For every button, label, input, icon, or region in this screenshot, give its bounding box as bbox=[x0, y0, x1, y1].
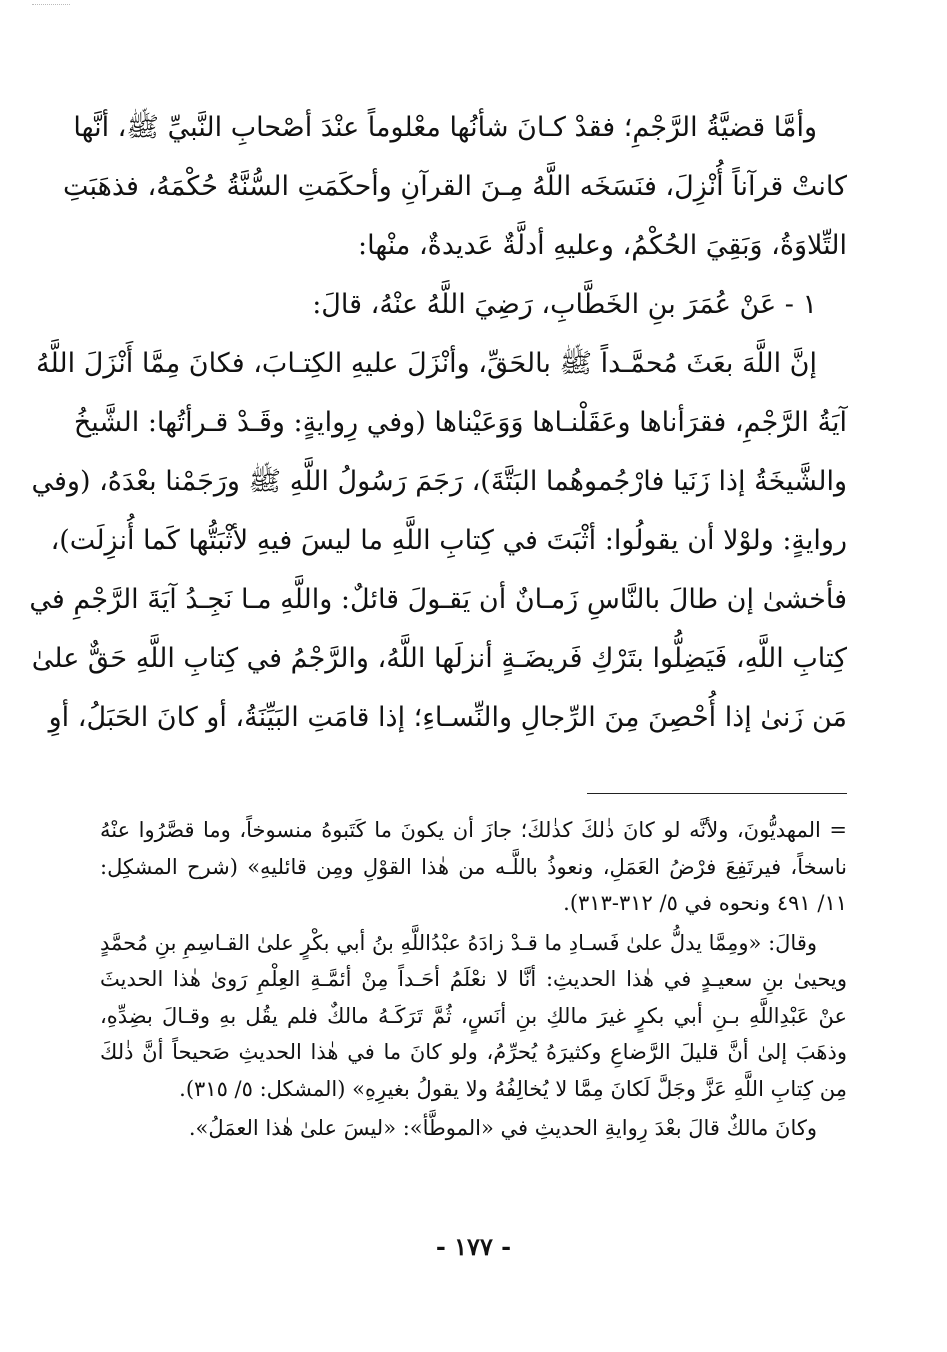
footnote-separator bbox=[587, 793, 847, 794]
text-line: إنَّ اللَّهَ بعَثَ مُحمَّـداً ﷺ بالحَقِّ، وأنْزَلَ عليهِ الكِتـابَ، فكانَ مِمَّا أَنْزَلَ اللَّهُ bbox=[36, 348, 817, 379]
footnote-block bbox=[100, 1110, 847, 1147]
text-line: التِّلاوَةُ، وَبَقِيَ الحُكْمُ، وعليهِ أدلَّةٌ عَديدةٌ، منْها: bbox=[358, 230, 847, 261]
text-line: مَن زَنىٰ إذا أُحْصِنَ مِنَ الرِّجالِ والنِّسـاءِ؛ إذا قامَتِ البَيِّنَةُ، أو كانَ الحَبَلُ، أوِ bbox=[48, 702, 847, 733]
paragraph-rajm-intro bbox=[62, 98, 847, 275]
footnote-line: ناسخاً، فيرتَفِعَ فرْضُ العَمَلِ، ونعوذُ باللَّـه من هٰذا القوْلِ ومِن قائليهِ» (شرح المشكِل: bbox=[100, 854, 847, 879]
hadith-heading bbox=[100, 275, 847, 334]
footnote-block bbox=[100, 925, 847, 1108]
hadith-heading-text: ١ - عَنْ عُمَرَ بنِ الخَطَّابِ، رَضِيَ اللَّهُ عنْهُ، قالَ: bbox=[312, 289, 817, 320]
text-line: كانتْ قرآناً أُنْزِلَ، فنَسَخَه اللَّهُ مِـنَ القرآنِ وأحكَمَتِ السُّنَّةُ حُكْمَهُ، فذهَبَتِ bbox=[62, 171, 847, 202]
footnote-block bbox=[100, 812, 847, 922]
text-line: فأخشىٰ إن طالَ بالنَّاسِ زَمـانٌ أن يَقـولَ قائلٌ: واللَّهِ مـا نَجِـدُ آيَةَ الرَّجْمِ في bbox=[29, 584, 847, 615]
footnote-line: = المهديُّونَ، ولأنَّه لو كانَ ذٰلكَ كذٰلكَ؛ جازَ أن يكونَ ما كَتَبوهُ منسوخاً، وما قصَّرُوا عنْهُ bbox=[100, 818, 847, 842]
footnote-line: ويحيىٰ بنِ سعيـدٍ في هٰذا الحديثِ: أنَّا لا نعْلَمُ أحَـداً مِنْ أئمَّـةِ العِلْمِ رَوىٰ هٰذا الحديثَ bbox=[100, 967, 848, 991]
text-line: آيَةُ الرَّجْمِ، فقرَأناها وعَقَلْنـاها وَوَعَيْناها (وفي رِوايةٍ: وقَـدْ قـرأتُها: الشَّيخُ bbox=[73, 407, 847, 438]
footnote-line: مِن كِتابِ اللَّهِ عَزَّ وجَلَّ لَكانَ مِمَّا لا يُخالِفُهُ ولا يقولُ بغيرِهِ» (المشكل: ٥/ ٣١٥). bbox=[179, 1076, 847, 1101]
footnote-line: وكانَ مالكٌ قالَ بعْدَ رِوايةِ الحديثِ في «الموطَّأ»: «ليسَ علىٰ هٰذا العمَلُ». bbox=[188, 1116, 817, 1140]
text-line: وأمَّا قضيَّةُ الرَّجْمِ؛ فقدْ كـانَ شأنُها معْلوماً عنْدَ أصْحابِ النَّبيِّ ﷺ، أنَّها bbox=[73, 112, 817, 143]
text-line: روايةٍ: ولوْلا أن يقولُوا: أثْبَتَ في كِتابِ اللَّهِ ما ليسَ فيهِ لأثْبَتُّها كَما أُنزِلَت)، bbox=[50, 525, 847, 556]
footnotes bbox=[100, 812, 847, 1147]
page-number: - ١٧٧ - bbox=[435, 1232, 512, 1261]
main-text bbox=[29, 98, 847, 747]
footnote-line: عنْ عَبْدِاللَّهِ بـنِ أبي بكرٍ غيرَ مالكِ بنِ أنَسٍ، ثُمَّ تَرَكَـهُ مالكٌ فلم يقُل بهِ وقـالَ بضِدِّهِ، bbox=[100, 1003, 847, 1028]
text-line: كِتابِ اللَّهِ، فَيَضِلُّوا بتَرْكِ فَريضَـةٍ أنزلَها اللَّهُ، والرَّجْمُ في كِتابِ اللَّهِ حَقٌّ علىٰ bbox=[31, 643, 847, 674]
footnote-line: وقالَ: «ومِمَّا يدلُّ علىٰ فَسـادِ ما قـدْ زادَهُ عبْدُاللَّهِ بنُ أبي بكْرٍ علىٰ القـاسِمِ بنِ مُحمَّدٍ bbox=[100, 930, 817, 955]
text-line: والشَّيخَةُ إذا زَنَيا فارْجُموهُما البَتَّةَ)، رَجَمَ رَسُولُ اللَّهِ ﷺ ورَجَمْنا بعْدَهُ، (وفي bbox=[31, 466, 847, 497]
footnote-line: وذهَبَ إلىٰ أنَّ قليلَ الرَّضاعِ وكثيرَهُ يُحرِّمُ، ولو كانَ ما في هٰذا الحديثِ صَحيحاً أنَّ ذٰلكَ bbox=[100, 1040, 847, 1064]
paragraph-hadith bbox=[29, 334, 847, 747]
footnote-line: ١١/ ٤٩١ ونحوه في ٥/ ٣١٢-٣١٣). bbox=[563, 891, 847, 915]
scan-corner-mark bbox=[32, 4, 70, 5]
